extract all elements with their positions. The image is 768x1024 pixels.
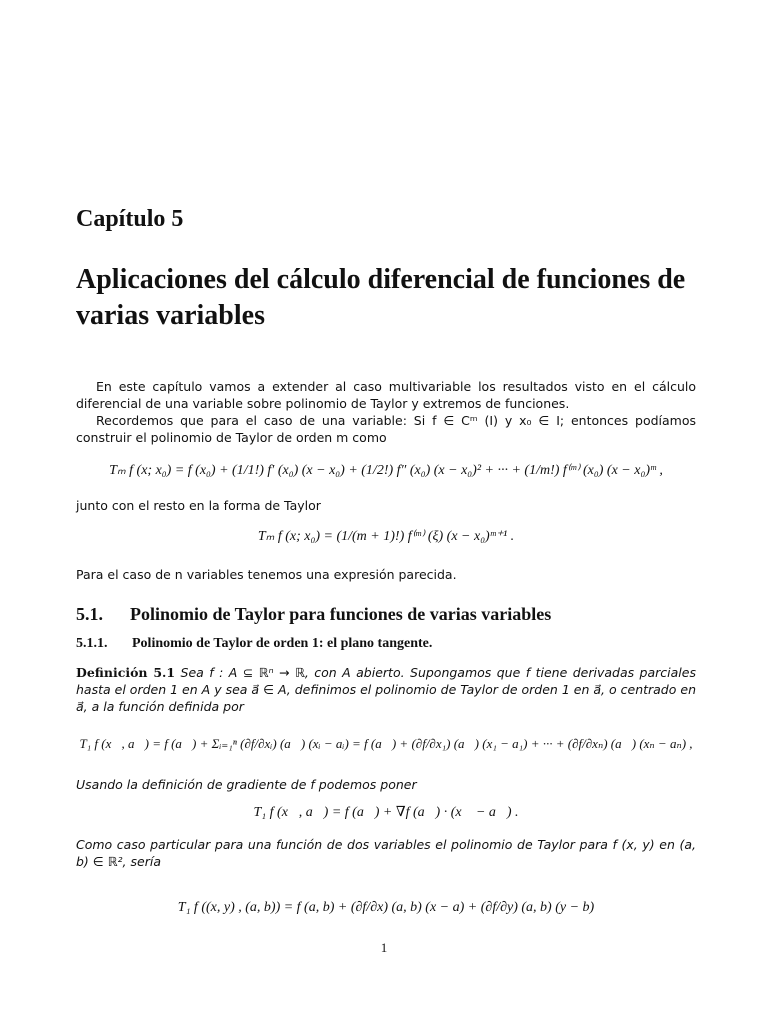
definition-text: Sea f : A ⊆ ℝⁿ → ℝ, con A abierto. Supongamos que f tiene derivadas parciales hasta el orden 1 en A y sea a⃗ ∈ A, definimos el polinomio de Taylor de orden 1 en a⃗, o centrado en a⃗, a la función definida por [76, 665, 696, 714]
subsection-number: 5.1.1. [76, 636, 108, 651]
intro-paragraph-3: junto con el resto en la forma de Taylor [76, 498, 321, 513]
gradient-paragraph: Usando la definición de gradiente de f podemos poner [76, 777, 417, 792]
equation-two-variables: T₁ f ((x, y) , (a, b)) = f (a, b) + (∂f/∂x) (a, b) (x − a) + (∂f/∂y) (a, b) (y − b) [177, 900, 595, 915]
subsection-title: Polinomio de Taylor de orden 1: el plano tangente. [132, 636, 433, 651]
equation-taylor-order-1: T₁ f (x⃗, a⃗) = f (a⃗) + Σᵢ₌₁ⁿ (∂f/∂xᵢ) (a⃗) (xᵢ − aᵢ) = f (a⃗) + (∂f/∂x₁) (a⃗) (x₁ − a₁) + ··· + (∂f/∂xₙ) (a⃗) (xₙ − aₙ) , [79, 736, 693, 751]
equation-gradient-form: T₁ f (x⃗, a⃗) = f (a⃗) + ∇f (a⃗) · (x⃗ − a⃗) . [253, 805, 519, 820]
page-number: 1 [380, 940, 388, 955]
definition-block [76, 664, 696, 715]
intro-paragraph-1: En este capítulo vamos a extender al caso multivariable los resultados visto en el cálculo diferencial de una variable sobre polinomio de Taylor y extremos de funciones. [76, 379, 696, 411]
chapter-title: Aplicaciones del cálculo diferencial de funciones de varias variables [76, 264, 686, 331]
intro-paragraph-4: Para el caso de n variables tenemos una expresión parecida. [76, 567, 457, 582]
subsection-heading [76, 636, 432, 652]
definition-label: Definición 5.1 [76, 665, 176, 680]
equation-taylor-polynomial: Tₘ f (x; x₀) = f (x₀) + (1/1!) f′ (x₀) (x − x₀) + (1/2!) f″ (x₀) (x − x₀)² + ··· + (1/m!) f⁽ᵐ⁾ (x₀) (x − x₀)ᵐ , [109, 463, 663, 478]
intro-paragraph-2: Recordemos que para el caso de una variable: Si f ∈ Cᵐ (I) y x₀ ∈ I; entonces podíamos construir el polinomio de Taylor de orden m como [76, 413, 696, 445]
section-number: 5.1. [76, 604, 103, 624]
two-variables-paragraph: Como caso particular para una función de dos variables el polinomio de Taylor para f (x, y) en (a, b) ∈ ℝ², sería [76, 837, 696, 869]
section-title: Polinomio de Taylor para funciones de varias variables [130, 604, 552, 624]
section-heading [76, 604, 551, 625]
equation-taylor-remainder: Tₘ f (x; x₀) = (1/(m + 1)!) f⁽ᵐ⁾ (ξ) (x − x₀)ᵐ⁺¹ . [257, 529, 515, 544]
chapter-label: Capítulo 5 [76, 206, 184, 232]
